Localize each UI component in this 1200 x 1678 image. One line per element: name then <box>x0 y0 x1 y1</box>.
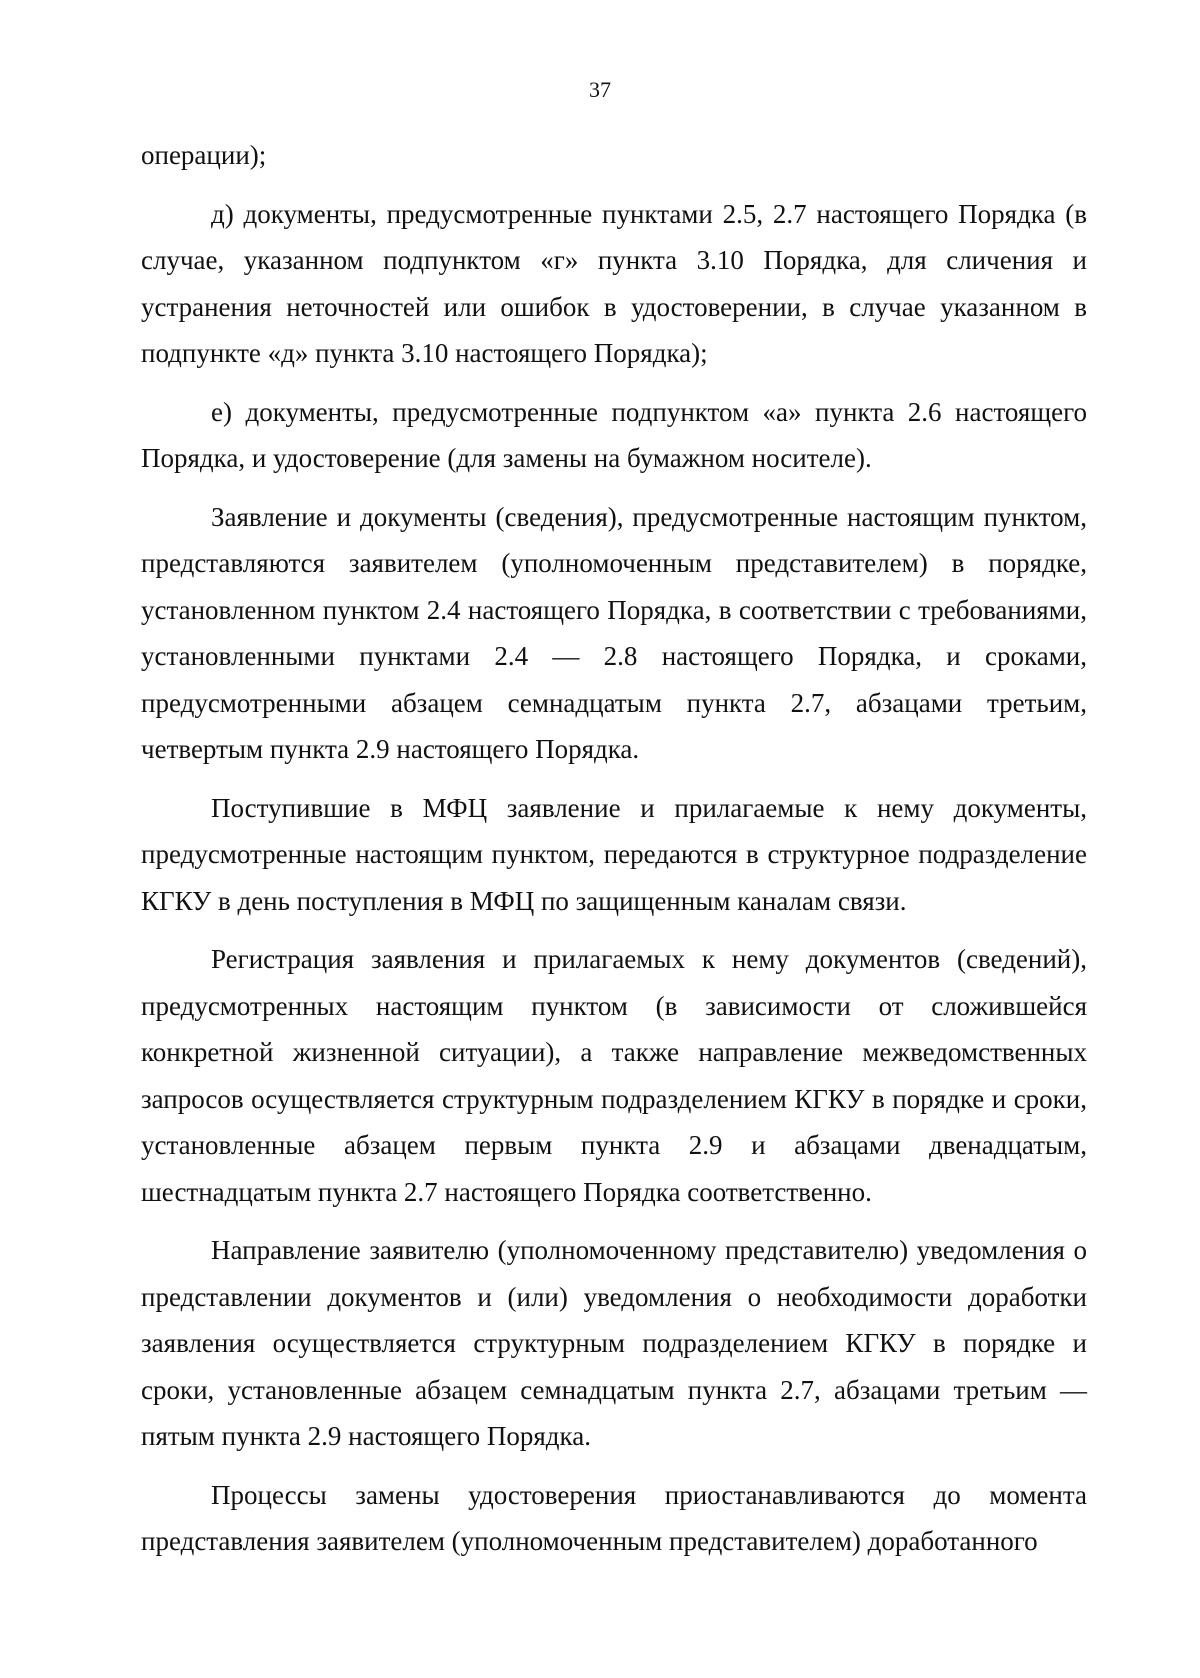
page-number: 37 <box>589 77 611 102</box>
paragraph-mfc-transfer: Поступившие в МФЦ заявление и прилагаемые к нему документы, предусмотренные настоящим пунктом, передаются в структурное подразделение КГКУ в день поступления в МФЦ по защищенным каналам связи. <box>141 792 1087 916</box>
paragraph-notification: Направление заявителю (уполномоченному представителю) уведомления о представлении документов и (или) уведомления о необходимости доработки заявления осуществляется структурным подразделением КГКУ в порядке и сроки, установленные абзацем семнадцатым пункта 2.7, абзацами третьим — пятым пункта 2.9 настоящего Порядка. <box>141 1235 1087 1451</box>
paragraph-item-d: д) документы, предусмотренные пунктами 2.5, 2.7 настоящего Порядка (в случае, указанном подпунктом «г» пункта 3.10 Порядка, для сличения и устранения неточностей или ошибок в удостоверении, в случае указанном в подпункте «д» пункта 3.10 настоящего Порядка); <box>141 198 1087 368</box>
paragraph-application-submission: Заявление и документы (сведения), предусмотренные настоящим пунктом, представляются заявителем (уполномоченным представителем) в порядке, установленном пунктом 2.4 настоящего Порядка, в соответствии с требованиями, установленными пунктами 2.4 — 2.8 настоящего Порядка, и сроками, предусмотренными абзацем семнадцатым пункта 2.7, абзацами третьим, четвертым пункта 2.9 настоящего Порядка. <box>141 501 1087 764</box>
paragraph-item-e: е) документы, предусмотренные подпунктом «а» пункта 2.6 настоящего Порядка, и удостоверение (для замены на бумажном носителе). <box>141 396 1087 473</box>
document-body <box>141 132 1087 1577</box>
paragraph-registration: Регистрация заявления и прилагаемых к нему документов (сведений), предусмотренных настоящим пунктом (в зависимости от сложившейся конкретной жизненной ситуации), а также направление межведомственных запросов осуществляется структурным подразделением КГКУ в порядке и сроки, установленные абзацем первым пункта 2.9 и абзацами двенадцатым, шестнадцатым пункта 2.7 настоящего Порядка соответственно. <box>141 944 1087 1207</box>
paragraph-continuation: операции); <box>141 140 267 170</box>
paragraph-suspension: Процессы замены удостоверения приостанавливаются до момента представления заявителем (уполномоченным представителем) доработанного <box>141 1479 1087 1556</box>
